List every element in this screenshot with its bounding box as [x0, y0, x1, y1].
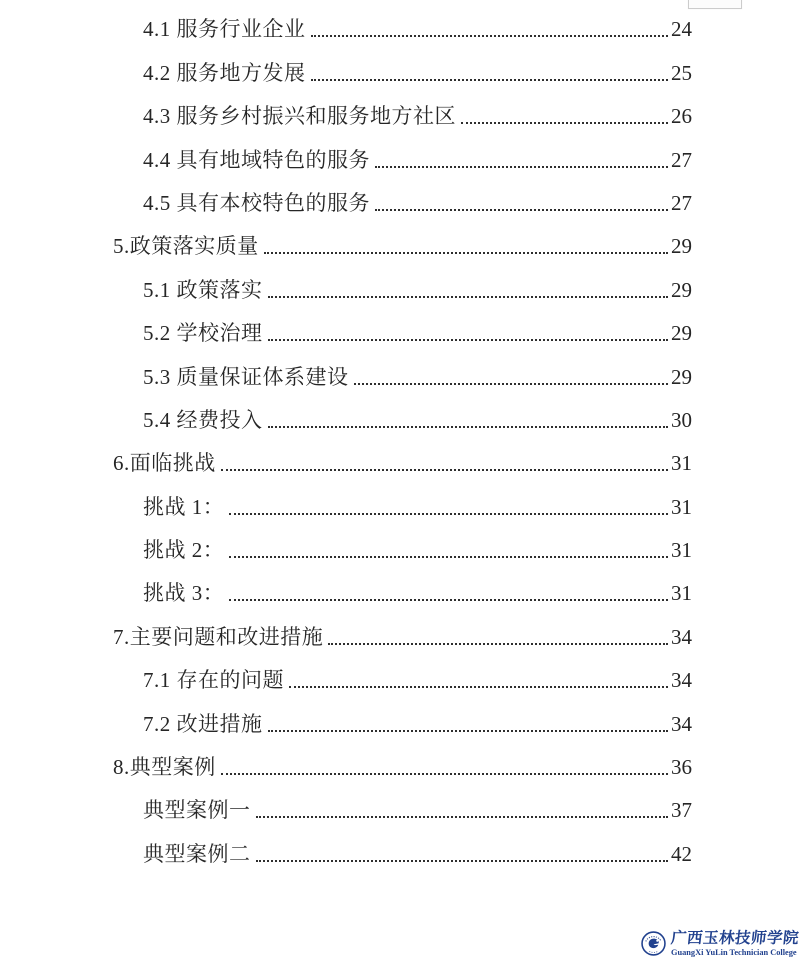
- toc-entry-label: 4.4 具有地域特色的服务: [143, 147, 370, 172]
- toc-dot-leader: [289, 686, 668, 688]
- toc-dot-leader: [229, 599, 668, 601]
- toc-entry-page: 29: [671, 364, 692, 389]
- toc-entry-page: 29: [671, 234, 692, 259]
- toc-entry[interactable]: [143, 398, 692, 441]
- toc-entry-label: 5.4 经费投入: [143, 407, 263, 432]
- toc-entry-label: 5.2 学校治理: [143, 321, 263, 346]
- college-name-en: GuangXi YuLin Technician College: [671, 947, 797, 957]
- toc-entry-page: 24: [671, 17, 692, 42]
- toc-dot-leader: [311, 35, 669, 37]
- toc-dot-leader: [256, 816, 669, 818]
- toc-entry-page: 31: [671, 451, 692, 476]
- toc-entry-page: 36: [671, 755, 692, 780]
- toc-entry[interactable]: [143, 788, 692, 831]
- college-logo: [641, 930, 799, 957]
- toc-entry-label: 4.3 服务乡村振兴和服务地方社区: [143, 104, 456, 129]
- toc-entry-page: 26: [671, 104, 692, 129]
- toc-dot-leader: [354, 383, 669, 385]
- toc-entry-page: 42: [671, 841, 692, 866]
- toc-entry-label: 5.3 质量保证体系建设: [143, 364, 349, 389]
- toc-entry-page: 31: [671, 538, 692, 563]
- toc-entry-page: 31: [671, 494, 692, 519]
- toc-dot-leader: [229, 556, 668, 558]
- toc-entry-label: 典型案例一: [143, 798, 251, 823]
- toc-entry-label: 5.1 政策落实: [143, 277, 263, 302]
- toc-entry-page: 25: [671, 60, 692, 85]
- toc-entry[interactable]: [143, 7, 692, 50]
- toc-dot-leader: [461, 122, 668, 124]
- toc-dot-leader: [328, 643, 668, 645]
- toc-entry[interactable]: [143, 267, 692, 310]
- toc-dot-leader: [268, 296, 669, 298]
- toc-entry-label: 挑战 2：: [143, 538, 225, 563]
- toc-entry-label: 典型案例二: [143, 841, 251, 866]
- toc-entry-page: 29: [671, 277, 692, 302]
- toc-entry[interactable]: [143, 354, 692, 397]
- toc-dot-leader: [221, 773, 668, 775]
- toc-entry-label: 7.1 存在的问题: [143, 668, 284, 693]
- toc-dot-leader: [375, 209, 668, 211]
- table-of-contents: [113, 7, 692, 875]
- toc-dot-leader: [229, 513, 668, 515]
- toc-dot-leader: [375, 166, 668, 168]
- toc-entry[interactable]: [143, 311, 692, 354]
- toc-entry[interactable]: [143, 50, 692, 93]
- college-name-cn: 广西玉林技师学院: [670, 930, 800, 947]
- toc-entry[interactable]: [113, 614, 692, 657]
- toc-entry[interactable]: [143, 484, 692, 527]
- toc-entry[interactable]: [143, 94, 692, 137]
- toc-entry-label: 6.面临挑战: [113, 451, 216, 476]
- toc-entry-label: 4.1 服务行业企业: [143, 17, 306, 42]
- toc-entry-label: 7.主要问题和改进措施: [113, 624, 324, 649]
- toc-dot-leader: [264, 252, 668, 254]
- toc-entry-page: 37: [671, 798, 692, 823]
- toc-dot-leader: [221, 469, 668, 471]
- toc-entry-label: 挑战 1：: [143, 494, 225, 519]
- toc-entry[interactable]: [113, 745, 692, 788]
- page-edge-artifact: [688, 0, 742, 9]
- toc-entry[interactable]: [143, 831, 692, 874]
- toc-entry-label: 4.5 具有本校特色的服务: [143, 190, 370, 215]
- toc-entry-label: 8.典型案例: [113, 755, 216, 780]
- toc-entry[interactable]: [113, 224, 692, 267]
- toc-entry[interactable]: [143, 528, 692, 571]
- toc-entry-page: 34: [671, 711, 692, 736]
- toc-entry-label: 7.2 改进措施: [143, 711, 263, 736]
- toc-dot-leader: [268, 730, 669, 732]
- toc-entry[interactable]: [143, 571, 692, 614]
- toc-dot-leader: [268, 339, 669, 341]
- toc-entry-page: 30: [671, 407, 692, 432]
- toc-entry[interactable]: [113, 441, 692, 484]
- toc-entry-page: 29: [671, 321, 692, 346]
- toc-entry-page: 31: [671, 581, 692, 606]
- toc-entry-label: 4.2 服务地方发展: [143, 60, 306, 85]
- toc-entry[interactable]: [143, 181, 692, 224]
- college-emblem-icon: [641, 931, 666, 956]
- toc-dot-leader: [268, 426, 669, 428]
- college-name-block: [671, 930, 799, 957]
- toc-entry[interactable]: [143, 701, 692, 744]
- toc-entry-page: 27: [671, 147, 692, 172]
- toc-entry[interactable]: [143, 137, 692, 180]
- toc-entry-page: 34: [671, 624, 692, 649]
- toc-entry-page: 34: [671, 668, 692, 693]
- toc-entry-label: 5.政策落实质量: [113, 234, 259, 259]
- toc-dot-leader: [311, 79, 669, 81]
- toc-entry[interactable]: [143, 658, 692, 701]
- toc-entry-page: 27: [671, 190, 692, 215]
- toc-dot-leader: [256, 860, 669, 862]
- toc-entry-label: 挑战 3：: [143, 581, 225, 606]
